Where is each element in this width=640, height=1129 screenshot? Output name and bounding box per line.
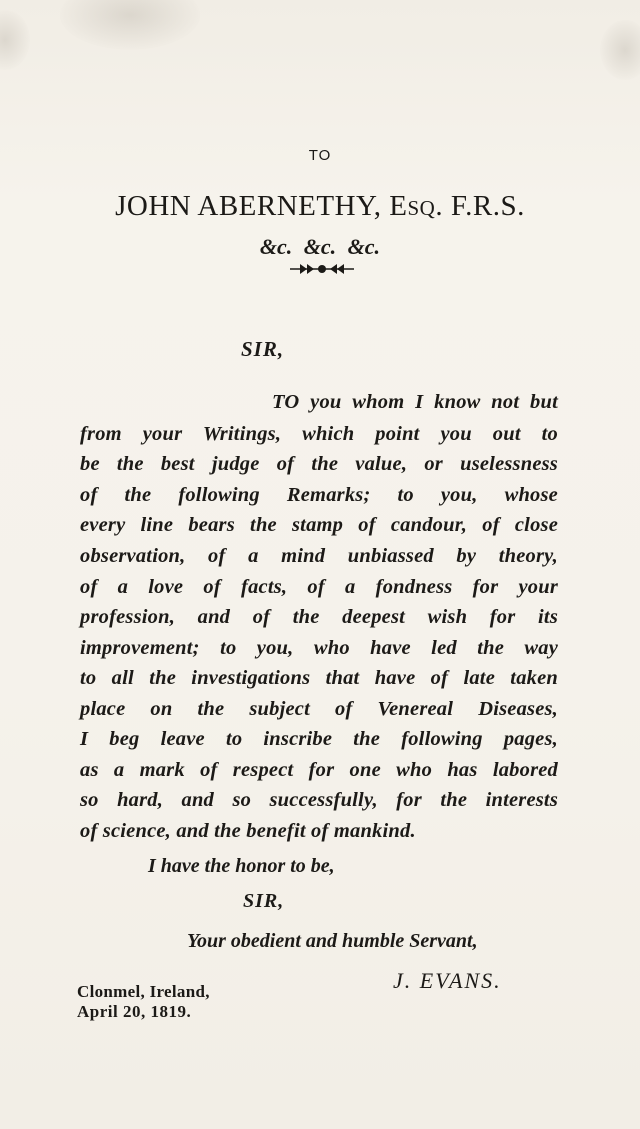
closing-servant: Your obedient and humble Servant, bbox=[187, 930, 478, 952]
body-line: of a love of facts, of a fondness for your bbox=[80, 576, 558, 598]
body-line: be the best judge of the value, or uselessness bbox=[80, 453, 558, 475]
body-line: every line bears the stamp of candour, of close bbox=[80, 514, 558, 536]
body-line: improvement; to you, who have led the way bbox=[80, 637, 558, 659]
body-line: of the following Remarks; to you, whose bbox=[80, 484, 558, 506]
addressee-line bbox=[0, 190, 640, 223]
page-stain bbox=[60, 0, 200, 50]
body-line: to all the investigations that have of late taken bbox=[80, 667, 558, 689]
place-line: Clonmel, Ireland, bbox=[77, 982, 210, 1001]
addressee-etc: &c. &c. &c. bbox=[259, 234, 381, 259]
body-line: observation, of a mind unbiassed by theory, bbox=[80, 545, 558, 567]
addressee-title-cap: E bbox=[389, 190, 408, 222]
addressee-title-rest: SQ bbox=[407, 196, 436, 220]
date-line: April 20, 1819. bbox=[77, 1002, 192, 1021]
body-line: as a mark of respect for one who has labored bbox=[80, 759, 558, 781]
closing-salutation: SIR, bbox=[243, 890, 285, 912]
body-line: so hard, and so successfully, for the interests bbox=[80, 789, 558, 811]
page-stain-left bbox=[0, 10, 30, 70]
salutation: SIR, bbox=[241, 337, 285, 361]
body-line: place on the subject of Venereal Diseases, bbox=[80, 698, 558, 720]
body-line: I beg leave to inscribe the following pages, bbox=[80, 728, 558, 750]
addressee-name: JOHN ABERNETHY, bbox=[115, 190, 382, 222]
body-line: TO you whom I know not but bbox=[272, 391, 558, 413]
body-line: from your Writings, which point you out to bbox=[80, 423, 558, 445]
body-line: profession, and of the deepest wish for its bbox=[80, 606, 558, 628]
dedication-heading: TO bbox=[308, 147, 332, 164]
addressee-credentials: . F.R.S. bbox=[435, 190, 525, 222]
ornament-divider bbox=[290, 263, 354, 275]
closing-line: I have the honor to be, bbox=[148, 855, 335, 877]
signature: J. EVANS. bbox=[393, 968, 502, 993]
page-stain-corner bbox=[600, 20, 640, 80]
body-line: of science, and the benefit of mankind. bbox=[80, 820, 416, 842]
